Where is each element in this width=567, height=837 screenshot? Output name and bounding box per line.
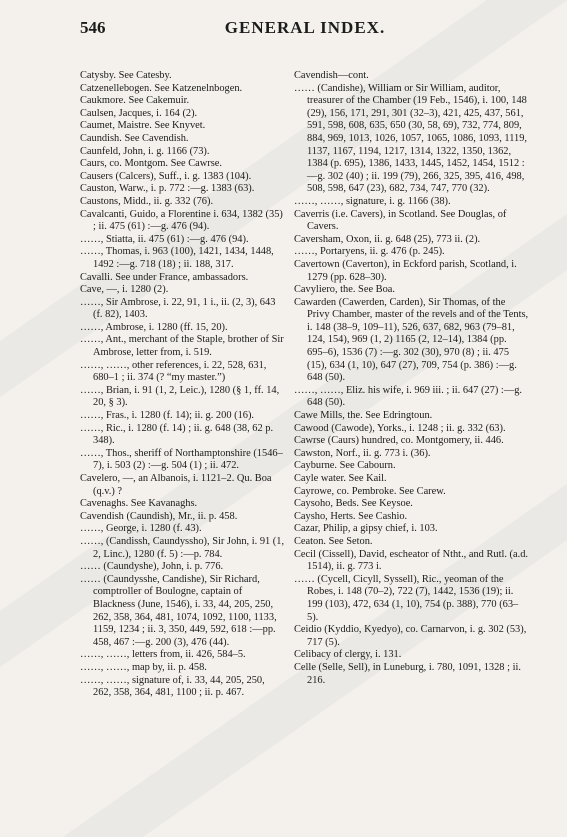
index-entry: Cavendish—cont.: [294, 70, 369, 81]
index-entry: …… (Candishe), William or Sir William, auditor, treasurer of the Chamber (19 Feb., 1546), i. 100, 148 (29), 156, 171, 291, 301 (32–3), 421, 425, 437, 561, 591, 598, 608, 635, 650 (30, 58, 69), 732, 774, 809, 884, 969, 1013, 1026, 1057, 1065, 1086, 1093, 1119, 1137, 1167, 1194, 1217, 1314, 1322, 1350, 1362, 1384 (p. 695), 1386, 1433, 1445, 1452, 1454, 1512 :—g. 302 (40) ; ii. 199 (79), 266, 325, 395, 416, 498, 508, 598, 647 (23), 682, 734, 747, 770 (32).: [294, 82, 528, 195]
index-entry: Caustons, Midd., ii. g. 332 (76).: [80, 195, 214, 207]
index-entry: ……, (Candissh, Caundyssho), Sir John, i. 91 (1, 2, Linc.), 1280 (f. 5) :—p. 784.: [80, 535, 285, 560]
index-entry: Caverris (i.e. Cavers), in Scotland. See Douglas, of Cavers.: [294, 208, 507, 233]
running-head: GENERAL INDEX.: [224, 18, 386, 37]
index-entry: ……, Thos., sheriff of Northamptonshire (1546–7), i. 503 (2) :—g. 504 (1) ; ii. 472.: [80, 447, 283, 472]
index-entry: Cawe Mills, the. See Edringtoun.: [294, 410, 433, 422]
index-entry: ……, Ric., i. 1280 (f. 14) ; ii. g. 648 (38, 62 p. 348).: [80, 422, 274, 447]
index-entry: Celibacy of clergy, i. 131.: [294, 649, 402, 661]
index-entry: Caundish. See Cavendish.: [80, 132, 189, 144]
index-entry: ……, ……, Eliz. his wife, i. 969 iii. ; ii. 647 (27) :—g. 648 (50).: [294, 384, 523, 409]
index-entry: Caulsen, Jacques, i. 164 (2).: [80, 107, 198, 119]
page-header: [80, 18, 530, 42]
index-entry: Caumet, Maistre. See Knyvet.: [80, 120, 206, 132]
index-entry: Cecil (Cissell), David, escheator of Ntht., and Rutl. (a.d. 1514), ii. g. 773 i.: [294, 548, 529, 573]
index-entry: …… (Cycell, Cicyll, Syssell), Ric., yeoman of the Robes, i. 148 (70–2), 722 (7), 1442, 1536 (19); ii. 199 (103), 472, 634 (1, 10), 754 (p. 388), 770 (63–5).: [294, 573, 519, 623]
index-entry: ……, Sir Ambrose, i. 22, 91, 1 i., ii. (2, 3), 643 (f. 82), 1403.: [80, 296, 276, 321]
index-entry: Caukmore. See Cakemuir.: [80, 95, 190, 107]
index-entry: Caunfeld, John, i. g. 1166 (73).: [80, 145, 210, 157]
index-entry: Cayrowe, co. Pembroke. See Carew.: [294, 485, 446, 497]
index-entry: ……, ……, letters from, ii. 426, 584–5.: [80, 649, 246, 661]
index-entry: Cawrse (Caurs) hundred, co. Montgomery, ii. 446.: [294, 435, 504, 447]
index-entry: Cavyliero, the. See Boa.: [294, 284, 395, 296]
index-entry: Catysby. See Catesby.: [80, 70, 172, 81]
index-entry: ……, George, i. 1280 (f. 43).: [80, 523, 202, 535]
index-entry: ……, Ambrose, i. 1280 (ff. 15, 20).: [80, 321, 228, 333]
index-column-left: [80, 70, 285, 700]
index-entry: Cawarden (Cawerden, Carden), Sir Thomas, of the Privy Chamber, master of the revels and of the Tents, i. 148 (38–9, 109–11), 526, 637, 682, 963 (79–81, 124, 154), 969 (1, 2) 1165 (2, 12–14), 1384 (pp. 695–6), 1536 (7) :—g. 302 (30), 970 (8) ; ii. 475 (15), 634 (1, 10), 647 (27), 709, 754 (p. 386) :—g. 648 (50).: [294, 296, 529, 384]
index-entry: Cavalcanti, Guido, a Florentine i. 634, 1382 (35) ; ii. 475 (61) :—g. 476 (94).: [80, 208, 283, 233]
index-entry: Cawood (Cawode), Yorks., i. 1248 ; ii. g. 332 (63).: [294, 422, 506, 434]
index-entry: ……, ……, other references, i. 22, 528, 631, 680–1 ; ii. 374 (? “my master.”): [80, 359, 267, 384]
index-entry: ……, ……, signature, i. g. 1166 (38).: [294, 195, 451, 207]
index-entry: Cayle water. See Kail.: [294, 473, 387, 484]
page-number: 546: [80, 18, 106, 37]
index-entry: ……, Ant., merchant of the Staple, brother of Sir Ambrose, letter from, i. 519.: [80, 334, 284, 359]
index-entry: Cazar, Philip, a gipsy chief, i. 103.: [294, 523, 438, 535]
index-entry: Ceidio (Kyddio, Kyedyo), co. Carnarvon, i. g. 302 (53), 717 (5).: [294, 624, 527, 648]
index-entry: Catzenellebogen. See Katzenelnbogen.: [80, 82, 243, 94]
index-entry: …… (Caundysshe, Candishe), Sir Richard, comptroller of Boulogne, captain of Blackness (June, 1546), i. 33, 44, 205, 250, 262, 358, 364, 481, 1074, 1092, 1100, 1133, 1159, 1234 ; ii. 3, 350, 449, 592, 618 :—pp. 458, 467 :—g. 200 (3), 476 (44).: [80, 573, 277, 648]
index-entry: Cavalli. See under France, ambassadors.: [80, 271, 249, 283]
index-entry: Celle (Selle, Sell), in Luneburg, i. 780, 1091, 1328 ; ii. 216.: [294, 661, 521, 686]
index-entry: …… (Caundyshe), John, i. p. 776.: [80, 561, 224, 573]
index-entry: ……, Portaryens, ii. g. 476 (p. 245).: [294, 246, 445, 258]
index-entry: Caurs, co. Montgom. See Cawrse.: [80, 158, 222, 170]
index-entry: Ceaton. See Seton.: [294, 535, 373, 547]
index-entry: Causton, Warw., i. p. 772 :—g. 1383 (63).: [80, 183, 255, 195]
index-entry: Cavertown (Caverton), in Eckford parish, Scotland, i. 1279 (pp. 628–30).: [294, 258, 517, 283]
index-entry: Cavenaghs. See Kavanaghs.: [80, 498, 198, 510]
index-entry: ……, Brian, i. 91 (1, 2, Leic.), 1280 (§ 1, ff. 14, 20, § 3).: [80, 384, 280, 409]
index-entry: Causers (Calcers), Suff., i. g. 1383 (104).: [80, 170, 252, 182]
index-entry: ……, Fras., i. 1280 (f. 14); ii. g. 200 (16).: [80, 410, 255, 422]
index-entry: Cavendish (Caundish), Mr., ii. p. 458.: [80, 510, 238, 522]
index-column-right: [294, 70, 529, 687]
index-entry: Cave, —, i. 1280 (2).: [80, 284, 169, 296]
index-entry: ……, ……, signature of, i. 33, 44, 205, 250, 262, 358, 364, 481, 1100 ; ii. p. 467.: [80, 674, 265, 699]
index-entry: Cawston, Norf., ii. g. 773 i. (36).: [294, 447, 431, 459]
index-entry: ……, Stiatta, ii. 475 (61) :—g. 476 (94).: [80, 233, 249, 245]
index-entry: Caysoho, Beds. See Keysoe.: [294, 498, 413, 510]
index-entry: ……, Thomas, i. 963 (100), 1421, 1434, 1448, 1492 :—g. 718 (18) ; ii. 188, 317.: [80, 246, 274, 270]
index-entry: ……, ……, map by, ii. p. 458.: [80, 661, 207, 673]
index-entry: Caysho, Herts. See Cashio.: [294, 510, 408, 522]
index-entry: Cavelero, —, an Albanois, i. 1121–2. Qu. Boa (q.v.) ?: [80, 473, 272, 497]
index-entry: Caversham, Oxon, ii. g. 648 (25), 773 ii. (2).: [294, 233, 481, 245]
index-entry: Cayburne. See Cabourn.: [294, 460, 396, 472]
